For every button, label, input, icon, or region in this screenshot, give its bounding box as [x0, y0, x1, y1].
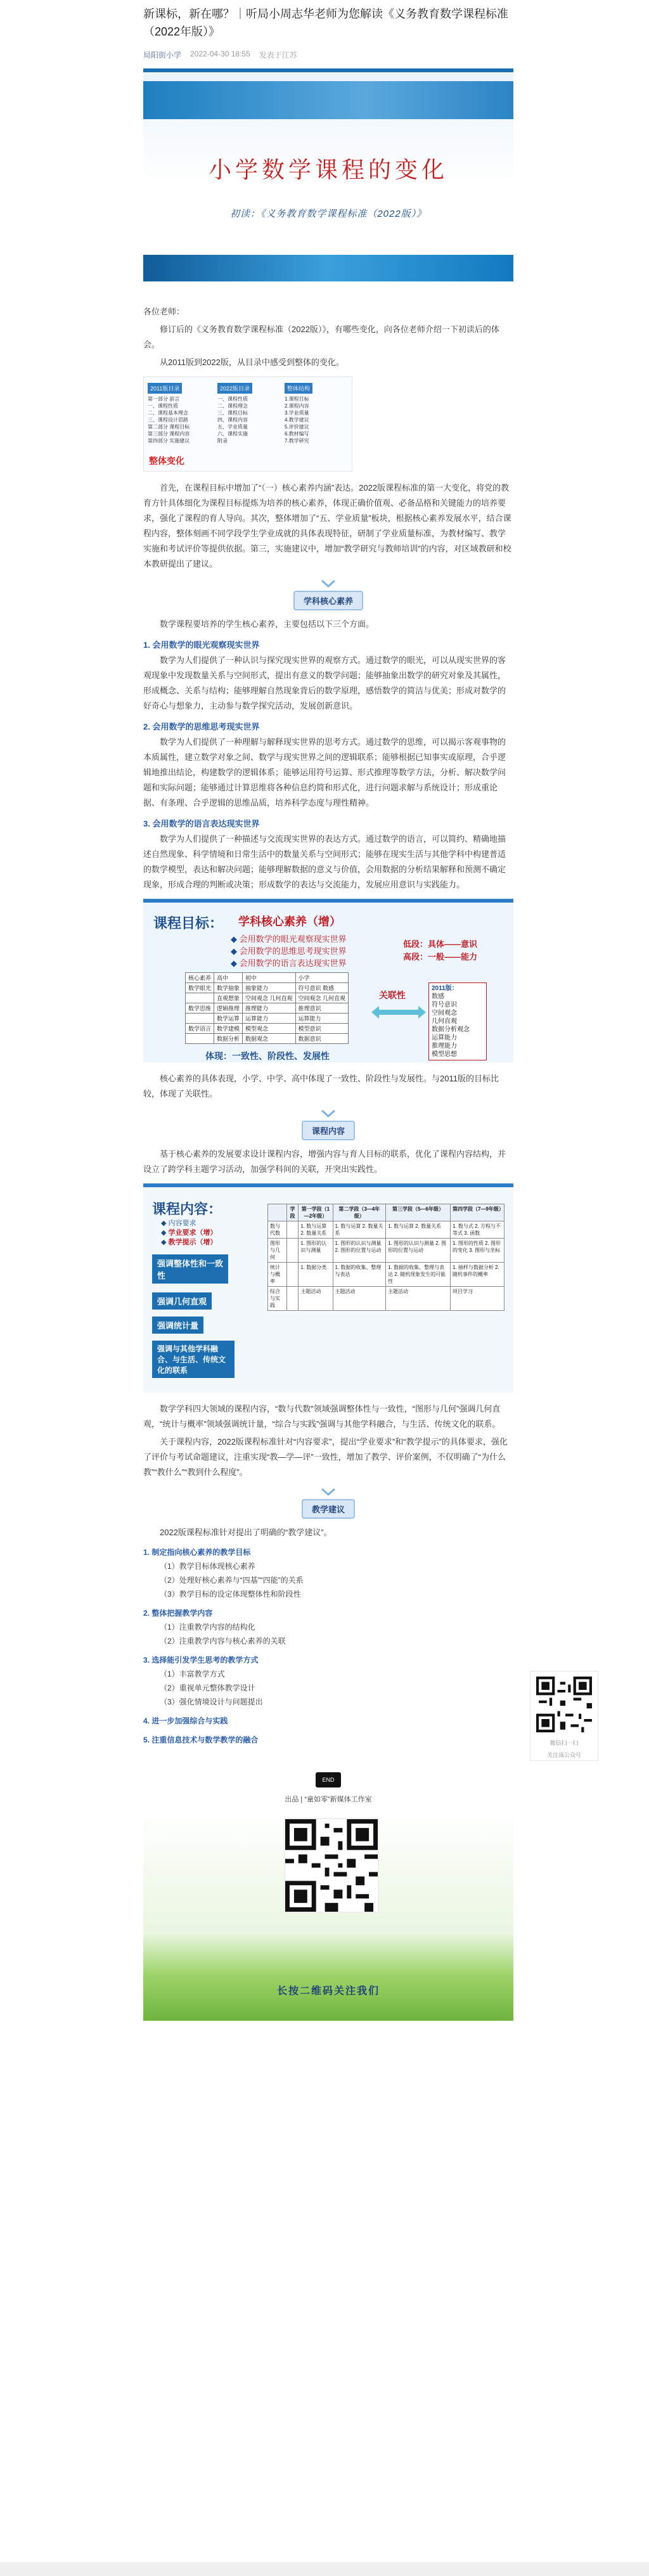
suggestion-item: （3）教学目标的设定体现整体性和阶段性: [160, 1590, 301, 1599]
content-domain-table: [267, 1204, 504, 1311]
goal-list-item: 会用数学的思维思考现实世界: [239, 946, 347, 956]
table-cell: 1. 图形的认识与测量 2. 图形的位置与运动: [386, 1239, 451, 1263]
content-fig-title: 课程内容：: [152, 1201, 222, 1217]
banner-sub-title: 初读：《义务教育数学课程标准（2022版）》: [229, 209, 427, 219]
table-header-cell: 学段: [286, 1204, 299, 1221]
toc-col-title: 2011版目录: [148, 383, 182, 394]
goal-level-low: 低段：具体——意识: [403, 939, 478, 949]
table-header-row: [268, 1204, 504, 1221]
table-cell: 数与代数: [268, 1221, 287, 1239]
toc-line: 附录: [217, 438, 228, 444]
toc-col-title: 整体结构: [285, 383, 312, 394]
table-cell: 推理意识: [295, 1003, 349, 1014]
table-header-cell: 小学: [295, 973, 349, 983]
table-header-cell: 初中: [243, 973, 296, 983]
core-item-title: 1. 会用数学的眼光观察现实世界: [143, 640, 260, 650]
table-cell: 1. 数与运算 2. 数量关系: [299, 1221, 333, 1239]
table-cell: 1. 数与运算 2. 数量关系: [386, 1221, 451, 1239]
table-cell: [286, 1221, 299, 1239]
chevron-down-icon: [321, 1488, 336, 1497]
toc-comparison-figure: [143, 377, 352, 472]
table-cell: 数据分析: [214, 1034, 243, 1044]
toc-line: 6.教材编写: [285, 431, 309, 437]
toc-line: 五、学业质量: [217, 424, 248, 430]
intro-paragraph-2: 从2011版到2022版，从目录中感受到整体的变化。: [160, 357, 344, 367]
intro-paragraph-1: 修订后的《义务教育数学课程标准（2022版）》，有哪些变化，向各位老师介绍一下初读后的体会。: [143, 325, 499, 349]
toc-line: 第二部分 课程目标: [148, 424, 190, 430]
table-header-row: [186, 973, 349, 983]
section-pill: 教学建议: [302, 1499, 355, 1519]
side-qr-text-1: 微信扫一扫: [549, 1740, 579, 1746]
producer-credit: 出品 | “童如零”新媒体工作室: [285, 1796, 372, 1803]
goal-title: 课程目标：: [153, 915, 224, 931]
goal-levels: [403, 938, 477, 963]
table-header-cell: 高中: [214, 973, 243, 983]
toc-line: 5.评价建议: [285, 424, 309, 430]
qr-code-icon[interactable]: [536, 1677, 592, 1732]
section-heading-content: [143, 1109, 513, 1140]
goal-2011-line: 数据分析观念: [432, 1026, 470, 1033]
toc-line: 一、课程性质: [217, 396, 248, 402]
chevron-down-icon: [321, 1109, 336, 1118]
end-badge: END: [316, 1772, 341, 1787]
article-body: [143, 68, 513, 2021]
content-paragraph-3: 关于课程内容，2022版课程标准针对“内容要求”，提出“学业要求”和“教学提示”的具体要求，强化了评价与考试命题建议，注重实现“教—学—评”一致性，增加了教学、评价案例，不仅明确了“为什么教”“教什么”“教到什么程度”。: [143, 1437, 508, 1477]
goal-2011-line: 数感: [432, 993, 444, 1000]
content-fig-list: [161, 1219, 217, 1247]
banner-image: [143, 68, 513, 281]
publish-location: 发表于江苏: [259, 51, 297, 60]
table-cell: 1. 数与运算 2. 数量关系: [333, 1221, 386, 1239]
content-paragraph-2: 数学学科四大领域的课程内容，“数与代数”领域强调整体性与一致性，“图形与几何”强调几何直观，“统计与概率”领域强调统计量，“综合与实践”强调与其他学科融合，与生活、传统文化的联系。: [143, 1404, 501, 1429]
section-heading-core: [143, 579, 513, 610]
table-row: [186, 1003, 349, 1014]
emphasis-tag: 强调与其他学科融合、与生活、传统文化的联系: [152, 1341, 235, 1378]
diamond-icon: ◆: [161, 1229, 169, 1237]
side-qr-text-2: 关注该公众号: [546, 1752, 581, 1758]
toc-line: 三、课程设计思路: [148, 417, 188, 423]
suggestion-item: （2）重视单元整体教学设计: [160, 1684, 255, 1692]
goal-2011-box: [428, 982, 487, 1060]
toc-line: 三、课程目标: [217, 410, 248, 416]
suggestion-intro: 2022版课程标准针对提出了明确的“教学建议”。: [160, 1528, 332, 1537]
table-cell: 数据观念: [243, 1034, 296, 1044]
table-cell: 符号意识 数感: [295, 983, 349, 993]
table-cell: 主题活动: [299, 1287, 333, 1311]
suggestion-heading: 5. 注重信息技术与数学教学的融合: [143, 1736, 259, 1744]
table-cell: 1. 数据的收集、整理与表达 2. 随机现象发生的可能性: [386, 1263, 451, 1287]
overview-paragraph: 首先，在课程目标中增加了“（一）核心素养内涵”表达。2022版课程标准的第一大变化，将党的教育方针具体细化为课程目标提炼为培养的核心素养，体现正确价值观、必备品格和关键能力的培养要求，强化了课程的育人导向。其次，整体增加了“五、学业质量”板块，根据核心素养发展水平，结合课程内容，整体刻画不同学段学生学业成就的具体表现特征，研制了学业质量标准，为教材编写、教学实施和考试评价等提供依据。第三，实施建议中，增加“教学研究与教师培训”的内容，对区域教研和校本教研提出了建议。: [143, 483, 511, 569]
toc-line: 第四部分 实施建议: [148, 438, 190, 444]
table-cell: 综合与实践: [268, 1287, 287, 1311]
table-cell: 1. 数据的收集、整理与表达: [333, 1263, 386, 1287]
table-cell: 数据意识: [295, 1034, 349, 1044]
toc-line: 一、课程性质: [148, 403, 178, 409]
section-pill: 课程内容: [302, 1121, 355, 1140]
content-fig-list-item: 教学提示（增）: [168, 1239, 217, 1246]
core-item-title: 2. 会用数学的思维思考现实世界: [143, 722, 260, 731]
toc-col-structure: [285, 382, 348, 452]
section-heading-suggestion: [143, 1488, 513, 1519]
banner-main-title: 小学数学课程的变化: [208, 157, 448, 183]
table-cell: 空间观念 几何直观: [243, 993, 296, 1003]
table-row: [186, 983, 349, 993]
table-row: [186, 1014, 349, 1024]
table-cell: 逻辑推理: [214, 1003, 243, 1014]
table-cell: 主题活动: [386, 1287, 451, 1311]
suggestion-item: （1）丰富教学方式: [160, 1670, 225, 1678]
toc-line: 第一部分 前言: [148, 396, 180, 402]
goal-2011-line: 空间观念: [432, 1010, 457, 1017]
suggestion-item: （3）强化情境设计与问题提出: [160, 1697, 263, 1706]
table-cell: [186, 993, 214, 1003]
content-fig-list-item: 内容要求: [168, 1220, 196, 1227]
table-cell: 空间观念 几何直观: [295, 993, 349, 1003]
emphasis-tag: 强调几何直观: [152, 1292, 212, 1310]
literacy-table: [185, 972, 349, 1044]
toc-line: 第三部分 课程内容: [148, 431, 190, 437]
table-header-cell: 第二学段（3—4年级）: [333, 1204, 386, 1221]
emphasis-tag: 强调统计量: [152, 1317, 203, 1334]
goal-list-item: 会用数学的眼光观察现实世界: [239, 934, 347, 944]
suggestion-heading: 2. 整体把握教学内容: [143, 1609, 213, 1618]
table-cell: [186, 1034, 214, 1044]
banner-bottom-decoration: [143, 255, 513, 281]
table-cell: 数学建模: [214, 1024, 243, 1034]
table-row: [186, 1024, 349, 1034]
suggestion-heading: 4. 进一步加强综合与实践: [143, 1716, 228, 1725]
course-goal-figure: [143, 899, 513, 1062]
table-cell: 直观想象: [214, 993, 243, 1003]
table-header-cell: 核心素养: [186, 973, 214, 983]
toc-line: 二、课程理念: [217, 403, 248, 409]
table-row: [268, 1221, 504, 1239]
table-header-cell: 第一学段（1—2年级）: [299, 1204, 333, 1221]
goal-2011-line: 符号意识: [432, 1001, 457, 1008]
table-cell: 主题活动: [333, 1287, 386, 1311]
goal-2011-line: 几何直观: [432, 1018, 457, 1025]
follow-qr-banner: [143, 1812, 513, 2021]
table-cell: 1. 数据分类: [299, 1263, 333, 1287]
table-cell: 模型意识: [295, 1024, 349, 1034]
table-cell: 推理能力: [243, 1003, 296, 1014]
goal-2011-line: 运算能力: [432, 1034, 457, 1041]
table-cell: 数学语言: [186, 1024, 214, 1034]
table-cell: 1. 数与式 2. 方程与不等式 3. 函数: [450, 1221, 504, 1239]
section-pill: 学科核心素养: [293, 591, 363, 610]
core-item-text: 数学为人们提供了一种描述与交流现实世界的表达方式。通过数学的语言，可以简约、精确地描述自然现象、科学情境和日常生活中的数量关系与空间形式；能够在现实生活与其他学科中构建普适的数学模型，表达和解决问题；能够理解数据的意义与价值，会用数据的分析结果解释和预测不确定现象，形成合理的判断或决策；形成数学的表达与交流能力，发展应用意识与实践能力。: [143, 834, 506, 889]
diamond-icon: ◆: [161, 1220, 169, 1227]
table-cell: 数学思维: [186, 1003, 214, 1014]
table-cell: 模型观念: [243, 1024, 296, 1034]
content-fig-list-item: 学业要求（增）: [168, 1229, 217, 1237]
toc-line: 四、课程内容: [217, 417, 248, 423]
table-row: [186, 993, 349, 1003]
article-title: 新课标，新在哪？｜听局小周志华老师为您解读《义务教育数学课程标准（2022年版）》: [143, 8, 508, 38]
table-cell: 运算能力: [295, 1014, 349, 1024]
toc-line: 六、课程实施: [217, 431, 248, 437]
table-header-cell: 第三学段（5—6年级）: [386, 1204, 451, 1221]
core-intro: 数学课程要培养的学生核心素养，主要包括以下三个方面。: [160, 619, 375, 629]
qr-code-icon[interactable]: [284, 1818, 379, 1913]
table-row: [268, 1239, 504, 1263]
goal-list-item: 会用数学的语言表达现实世界: [239, 958, 347, 968]
table-cell: 数学眼光: [186, 983, 214, 993]
table-header-cell: 第四学段（7—9年级）: [450, 1204, 504, 1221]
toc-line: 2.课程内容: [285, 403, 309, 409]
goal-2011-head: 2011版：: [432, 985, 458, 992]
toc-caption: 整体变化: [149, 456, 184, 466]
course-content-figure: [143, 1183, 513, 1393]
core-item-title: 3. 会用数学的语言表达现实世界: [143, 819, 260, 828]
suggestion-item: （2）处理好核心素养与“四基”“四能”的关系: [160, 1576, 304, 1585]
article-meta: [143, 49, 297, 60]
side-qr-card: [530, 1671, 598, 1761]
diamond-icon: ◆: [231, 934, 240, 944]
core-item-text: 数学为人们提供了一种理解与解释现实世界的思考方式。通过数学的思维，可以揭示客观事物的本质属性，建立数学对象之间、数学与现实世界之间的逻辑联系；能够根据已知事实或原理，合乎逻辑地推出结论，构建数学的逻辑体系；能够运用符号运算、形式推理等数学方法，分析、解决数学问题和实际问题；能够通过计算思维将各种信息约简和形式化，进行问题求解与系统设计；形成重论据、有条理、合乎逻辑的思维品质，培养科学态度与理性精神。: [143, 737, 506, 808]
toc-line: 二、课程基本理念: [148, 410, 188, 416]
table-cell: 1. 图形的性质 2. 图形的变化 3. 图形与坐标: [450, 1239, 504, 1263]
table-cell: 数学抽象: [214, 983, 243, 993]
toc-line: 3.学业质量: [285, 410, 309, 416]
banner-top-decoration: [143, 81, 513, 119]
table-cell: 图形与几何: [268, 1239, 287, 1263]
table-row: [268, 1263, 504, 1287]
table-cell: [186, 1014, 214, 1024]
suggestion-item: （1）注重教学内容的结构化: [160, 1623, 255, 1632]
toc-col-2011: [148, 382, 211, 452]
toc-col-title: 2022版目录: [217, 383, 252, 394]
diamond-icon: ◆: [231, 958, 240, 968]
table-cell: [286, 1287, 299, 1311]
goal-level-high: 高段：一般——能力: [403, 952, 478, 962]
page-footer-bar: [0, 2562, 649, 2576]
core-item-text: 数学为人们提供了一种认识与探究现实世界的观察方式。通过数学的眼光，可以从现实世界的客观现象中发现数量关系与空间形式，提出有意义的数学问题；能够抽象出数学的研究对象及其属性，形成概念、关系与结构；能够理解自然现象背后的数学原理，感悟数学的简洁与优美；形成对数学的好奇心与想象力，主动参与数学探究活动，发展创新意识。: [143, 655, 506, 711]
table-cell: 统计与概率: [268, 1263, 287, 1287]
goal-subtitle: 学科核心素养（增）: [238, 915, 341, 928]
chevron-down-icon: [321, 579, 336, 588]
follow-caption: 长按二维码关注我们: [276, 1986, 380, 1997]
emphasis-tag: 强调整体性和一致性: [152, 1254, 228, 1284]
publish-date: 2022-04-30 18:55: [190, 49, 250, 58]
table-cell: 1. 抽样与数据分析 2. 随机事件的概率: [450, 1263, 504, 1287]
table-cell: [286, 1263, 299, 1287]
goal-footer: 体现：一致性、阶段性、发展性: [205, 1051, 330, 1061]
goal-2011-line: 模型思想: [432, 1051, 457, 1058]
toc-line: 1.课程目标: [285, 396, 309, 402]
table-cell: [286, 1239, 299, 1263]
suggestion-item: （2）注重教学内容与核心素养的关联: [160, 1637, 286, 1645]
table-row: [186, 1034, 349, 1044]
author-link[interactable]: 局阳街小学: [143, 51, 182, 60]
content-paragraph-1: 基于核心素养的发展要求设计课程内容，增强内容与育人目标的联系，优化了课程内容结构，并设立了跨学科主题学习活动，加强学科间的关联，开突出实践性。: [143, 1149, 506, 1174]
toc-line: 4.教学建议: [285, 417, 309, 423]
suggestion-list: [143, 1545, 513, 1747]
greeting: 各位老师：: [143, 307, 185, 316]
table-cell: 项目学习: [450, 1287, 504, 1311]
table-cell: 抽象能力: [243, 983, 296, 993]
suggestion-item: （1）教学目标体现核心素养: [160, 1562, 255, 1571]
suggestion-heading: 1. 制定指向核心素养的教学目标: [143, 1548, 251, 1557]
table-row: [268, 1287, 504, 1311]
table-cell: 1. 图形的认识与测量: [299, 1239, 333, 1263]
goal-2011-line: 推理能力: [432, 1043, 457, 1050]
table-cell: 数学运算: [214, 1014, 243, 1024]
suggestion-heading: 3. 选择能引发学生思考的教学方式: [143, 1656, 259, 1665]
arrow-label: 关联性: [379, 990, 406, 1000]
double-arrow-icon: [370, 1004, 427, 1021]
goal-list: [231, 933, 347, 969]
core-summary: 核心素养的具体表现，小学、中学、高中体现了一致性、阶段性与发展性。与2011版的目标比较，体现了关联性。: [143, 1074, 499, 1098]
toc-line: 7.教学研究: [285, 438, 309, 444]
toc-col-2022: [217, 382, 281, 452]
table-header-cell: [268, 1204, 287, 1221]
table-cell: 运算能力: [243, 1014, 296, 1024]
diamond-icon: ◆: [231, 946, 240, 956]
table-cell: 1. 图形的认识与测量 2. 图形的位置与运动: [333, 1239, 386, 1263]
diamond-icon: ◆: [161, 1239, 169, 1246]
